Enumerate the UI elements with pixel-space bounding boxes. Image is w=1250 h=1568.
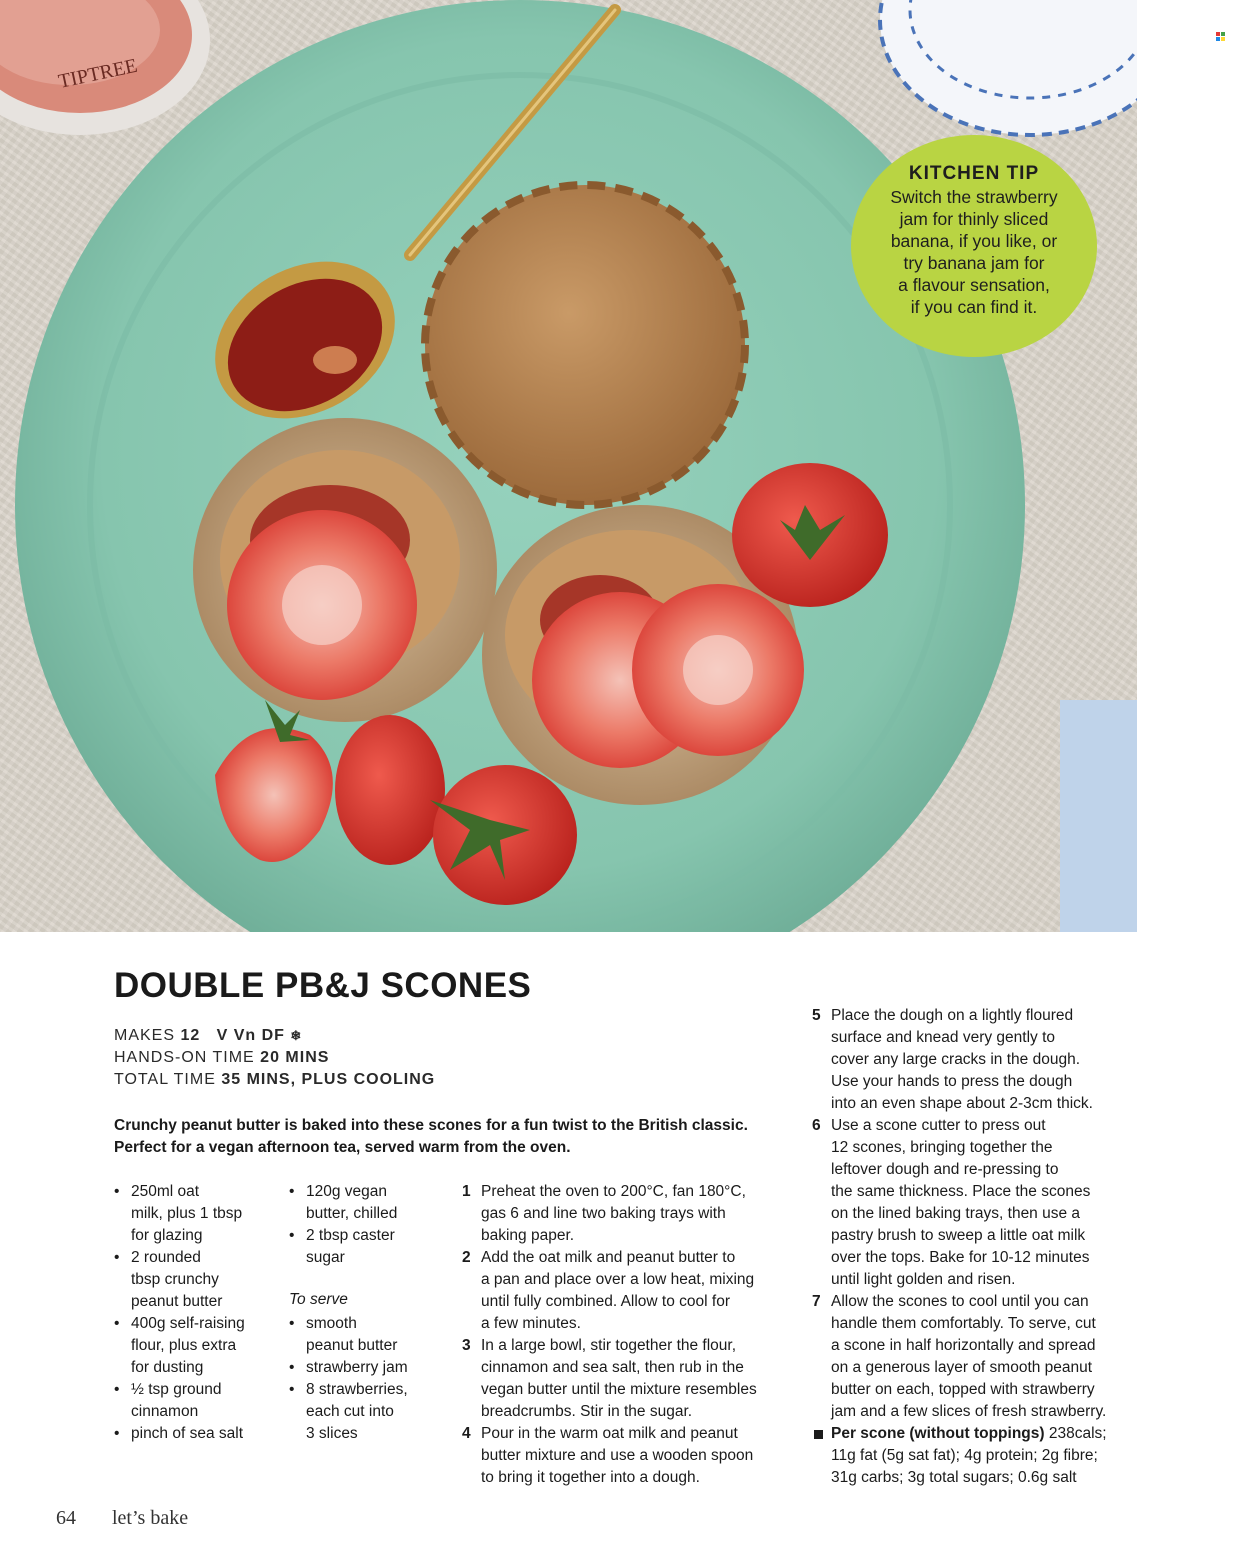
colour-registration-mark bbox=[1216, 32, 1225, 41]
ingredient-item bbox=[289, 1181, 397, 1225]
step-line: butter mixture and use a wooden spoon bbox=[481, 1447, 754, 1464]
ingredient-item bbox=[114, 1379, 245, 1423]
step-number: 6 bbox=[812, 1117, 821, 1134]
serve-line: 3 slices bbox=[306, 1425, 358, 1442]
hands-on-value: 20 MINS bbox=[260, 1049, 330, 1066]
step-line: a few minutes. bbox=[481, 1315, 581, 1332]
serve-line: peanut butter bbox=[306, 1337, 398, 1354]
method-step bbox=[812, 1291, 1106, 1423]
serve-line: • smooth bbox=[306, 1315, 357, 1332]
nutrition-info bbox=[812, 1423, 1107, 1489]
ingredient-line: • 2 tbsp caster bbox=[306, 1227, 395, 1244]
ingredient-item bbox=[114, 1313, 245, 1379]
method-step bbox=[812, 1005, 1106, 1115]
step-line: Use your hands to press the dough bbox=[831, 1073, 1073, 1090]
method-step bbox=[462, 1423, 757, 1489]
step-line: Add the oat milk and peanut butter to bbox=[481, 1249, 736, 1266]
step-line: a scone in half horizontally and spread bbox=[831, 1337, 1096, 1354]
diet-tags: V Vn DF bbox=[216, 1027, 285, 1044]
step-line: a pan and place over a low heat, mixing bbox=[481, 1271, 755, 1288]
step-line: cover any large cracks in the dough. bbox=[831, 1051, 1080, 1068]
serve-line: • strawberry jam bbox=[306, 1359, 408, 1376]
serve-line: each cut into bbox=[306, 1403, 394, 1420]
serve-item bbox=[289, 1379, 408, 1445]
kitchen-tip-bubble bbox=[851, 135, 1097, 357]
step-line: the same thickness. Place the scones bbox=[831, 1183, 1091, 1200]
step-number: 2 bbox=[462, 1249, 471, 1266]
ingredients-list-1 bbox=[114, 1181, 245, 1445]
ingredient-line: flour, plus extra bbox=[131, 1337, 237, 1354]
step-line: Preheat the oven to 200°C, fan 180°C, bbox=[481, 1183, 746, 1200]
method-step bbox=[462, 1181, 757, 1247]
ingredient-item bbox=[289, 1225, 397, 1269]
ingredient-line: butter, chilled bbox=[306, 1205, 398, 1222]
hands-on-time-line bbox=[114, 1049, 329, 1067]
method-list-1 bbox=[462, 1181, 757, 1489]
step-line: Place the dough on a lightly floured bbox=[831, 1007, 1074, 1024]
step-line: Allow the scones to cool until you can bbox=[831, 1293, 1089, 1310]
step-line: gas 6 and line two baking trays with bbox=[481, 1205, 726, 1222]
snowflake-icon: ❄ bbox=[290, 1028, 303, 1043]
total-time-line bbox=[114, 1071, 435, 1089]
ingredient-line: • 250ml oat bbox=[131, 1183, 200, 1200]
step-line: to bring it together into a dough. bbox=[481, 1469, 700, 1486]
page-number: 64 bbox=[56, 1507, 76, 1529]
step-line: Use a scone cutter to press out bbox=[831, 1117, 1046, 1134]
serve-line: • 8 strawberries, bbox=[306, 1381, 408, 1398]
step-line: into an even shape about 2-3cm thick. bbox=[831, 1095, 1093, 1112]
step-line: leftover dough and re-pressing to bbox=[831, 1161, 1059, 1178]
step-line: breadcrumbs. Stir in the sugar. bbox=[481, 1403, 693, 1420]
step-number: 4 bbox=[462, 1425, 471, 1442]
step-line: over the tops. Bake for 10-12 minutes bbox=[831, 1249, 1090, 1266]
jar-label: TIPTREE bbox=[56, 54, 140, 93]
recipe-intro bbox=[114, 1115, 794, 1159]
ingredient-line: sugar bbox=[306, 1249, 345, 1266]
method-list-2 bbox=[812, 1005, 1106, 1423]
ingredient-line: milk, plus 1 tbsp bbox=[131, 1205, 243, 1222]
step-line: on the lined baking trays, then use a bbox=[831, 1205, 1081, 1222]
kitchen-tip-title: KITCHEN TIP bbox=[908, 163, 1040, 184]
step-line: cinnamon and sea salt, then rub in the bbox=[481, 1359, 744, 1376]
method-step bbox=[462, 1335, 757, 1423]
ingredient-item bbox=[114, 1247, 245, 1313]
step-line: handle them comfortably. To serve, cut bbox=[831, 1315, 1096, 1332]
kitchen-tip-text bbox=[851, 186, 1097, 318]
ingredient-item bbox=[114, 1181, 245, 1247]
bullet-square-icon bbox=[814, 1430, 823, 1439]
ingredient-line: • 400g self-raising bbox=[131, 1315, 245, 1332]
nutrition-line: 11g fat (5g sat fat); 4g protein; 2g fibre; bbox=[831, 1447, 1098, 1464]
total-time-label: TOTAL TIME bbox=[114, 1071, 216, 1088]
whole-scone bbox=[425, 185, 745, 505]
kitchen-tip-line: Switch the strawberry bbox=[890, 187, 1058, 207]
intro-line: Crunchy peanut butter is baked into these scones for a fun twist to the British classic. bbox=[114, 1117, 748, 1134]
ingredients-list-2 bbox=[289, 1181, 397, 1269]
step-line: jam and a few slices of fresh strawberry. bbox=[831, 1403, 1107, 1420]
step-number: 3 bbox=[462, 1337, 471, 1354]
ingredient-line: for dusting bbox=[131, 1359, 204, 1376]
makes-label: MAKES bbox=[114, 1027, 176, 1044]
to-serve-list bbox=[289, 1313, 408, 1445]
striped-plate bbox=[880, 0, 1137, 135]
step-number: 5 bbox=[812, 1007, 821, 1024]
kitchen-tip-line: try banana jam for bbox=[903, 253, 1045, 273]
kitchen-tip-line: jam for thinly sliced bbox=[899, 209, 1049, 229]
recipe-title: DOUBLE PB&J SCONES bbox=[114, 966, 532, 1005]
nutrition-line: 31g carbs; 3g total sugars; 0.6g salt bbox=[831, 1469, 1077, 1486]
makes-value: 12 bbox=[180, 1027, 201, 1044]
step-line: butter on each, topped with strawberry bbox=[831, 1381, 1095, 1398]
step-number: 1 bbox=[462, 1183, 471, 1200]
method-step bbox=[812, 1115, 1106, 1291]
step-line: 12 scones, bringing together the bbox=[831, 1139, 1053, 1156]
nutrition-cals: 238cals; bbox=[1044, 1425, 1107, 1442]
ingredient-line: tbsp crunchy bbox=[131, 1271, 219, 1288]
method-step bbox=[462, 1247, 757, 1335]
step-line: In a large bowl, stir together the flour, bbox=[481, 1337, 737, 1354]
kitchen-tip-line: a flavour sensation, bbox=[898, 275, 1050, 295]
step-line: surface and knead very gently to bbox=[831, 1029, 1056, 1046]
ingredient-line: • 120g vegan bbox=[306, 1183, 388, 1200]
step-line: baking paper. bbox=[481, 1227, 575, 1244]
step-line: until light golden and risen. bbox=[831, 1271, 1016, 1288]
total-time-value: 35 MINS, PLUS COOLING bbox=[221, 1071, 436, 1088]
ingredient-line: • ½ tsp ground bbox=[131, 1381, 222, 1398]
ingredient-line: cinnamon bbox=[131, 1403, 199, 1420]
ingredient-line: for glazing bbox=[131, 1227, 203, 1244]
step-number: 7 bbox=[812, 1293, 821, 1310]
scone-half-left bbox=[193, 418, 497, 722]
intro-line: Perfect for a vegan afternoon tea, served warm from the oven. bbox=[114, 1139, 571, 1156]
step-line: Pour in the warm oat milk and peanut bbox=[481, 1425, 738, 1442]
nutrition-line bbox=[812, 1423, 1107, 1445]
hands-on-label: HANDS-ON TIME bbox=[114, 1049, 255, 1066]
step-line: vegan butter until the mixture resembles bbox=[481, 1381, 757, 1398]
section-name: let’s bake bbox=[112, 1507, 189, 1529]
kitchen-tip-line: if you can find it. bbox=[910, 297, 1038, 317]
ingredient-line: • pinch of sea salt bbox=[131, 1425, 244, 1442]
serve-item bbox=[289, 1357, 408, 1379]
to-serve-heading: To serve bbox=[289, 1291, 348, 1308]
ingredient-line: peanut butter bbox=[131, 1293, 223, 1310]
serve-item bbox=[289, 1313, 408, 1357]
ingredient-item bbox=[114, 1423, 245, 1445]
step-line: on a generous layer of smooth peanut bbox=[831, 1359, 1093, 1376]
makes-line bbox=[114, 1027, 302, 1045]
step-line: until fully combined. Allow to cool for bbox=[481, 1293, 730, 1310]
kitchen-tip-line: banana, if you like, or bbox=[890, 231, 1058, 251]
nutrition-label: Per scone (without toppings) bbox=[831, 1425, 1045, 1442]
blue-cloth bbox=[1060, 700, 1137, 932]
ingredient-line: • 2 rounded bbox=[131, 1249, 201, 1266]
step-line: pastry brush to sweep a little oat milk bbox=[831, 1227, 1086, 1244]
